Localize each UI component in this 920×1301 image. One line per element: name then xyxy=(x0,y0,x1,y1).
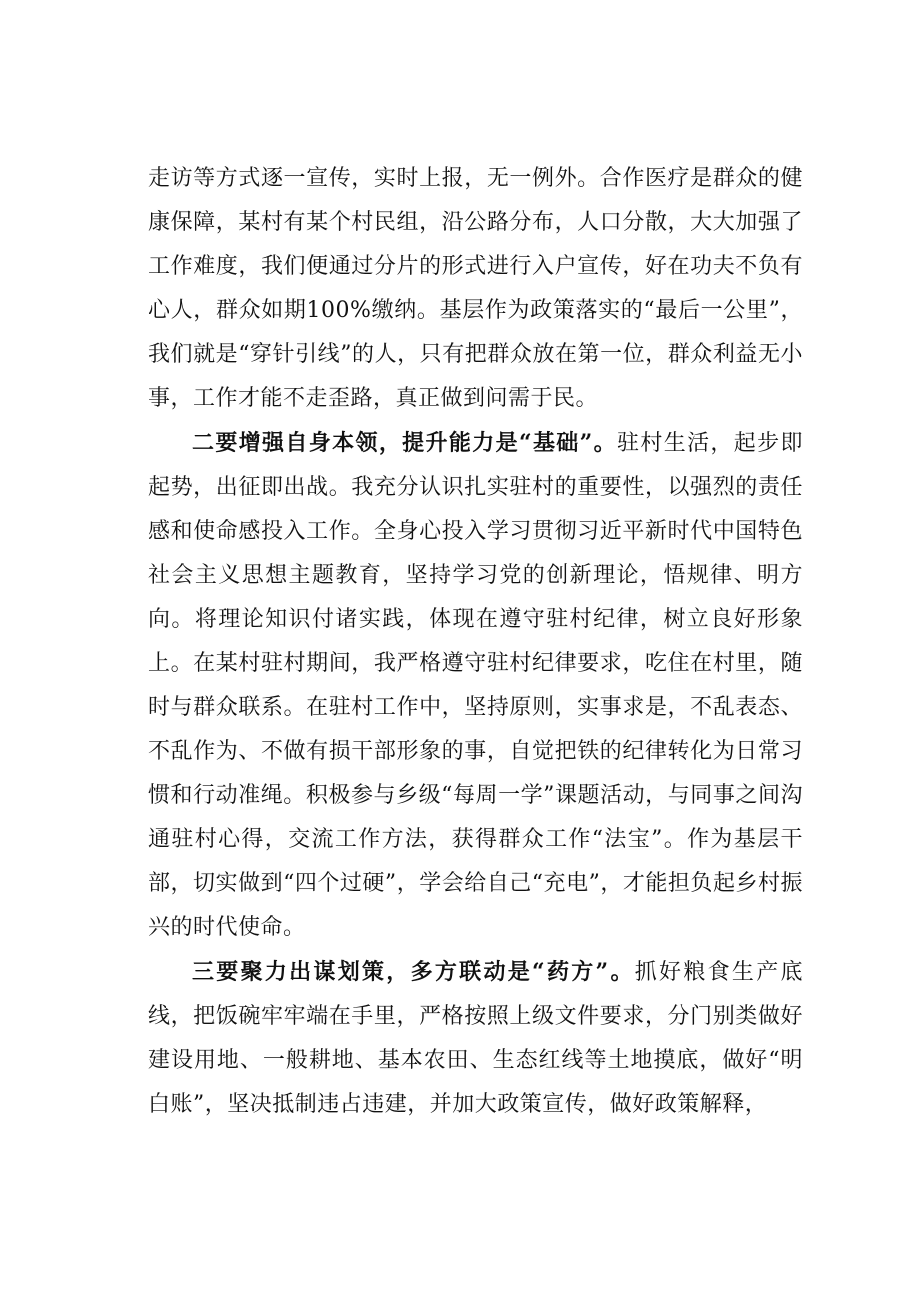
paragraph-3 xyxy=(148,950,803,1127)
document-body xyxy=(148,157,803,1127)
paragraph-1-text: 走访等方式逐一宣传，实时上报，无一例外。合作医疗是群众的健康保障，某村有某个村民组，沿公路分布，人口分散，大大加强了工作难度，我们便通过分片的形式进行入户宣传，好在功夫不负有心人，群众如期100%缴纳。基层作为政策落实的“最后一公里”，我们就是“穿针引线”的人，只有把群众放在第一位，群众利益无小事，工作才能不走歪路，真正做到问需于民。 xyxy=(148,166,803,411)
paragraph-2 xyxy=(148,421,803,950)
paragraph-3-heading: 三要聚力出谋划策，多方联动是“药方”。 xyxy=(192,959,635,985)
paragraph-2-heading: 二要增强自身本领，提升能力是“基础”。 xyxy=(192,430,618,456)
paragraph-1 xyxy=(148,157,803,421)
paragraph-3-text: 抓好粮食生产底线，把饭碗牢牢端在手里，严格按照上级文件要求，分门别类做好建设用地、一般耕地、基本农田、生态红线等土地摸底，做好“明白账”，坚决抵制违占违建，并加大政策宣传，做好政策解释， xyxy=(148,960,803,1117)
paragraph-2-text: 驻村生活，起步即起势，出征即出战。我充分认识扎实驻村的重要性，以强烈的责任感和使命感投入工作。全身心投入学习贯彻习近平新时代中国特色社会主义思想主题教育，坚持学习党的创新理论，悟规律、明方向。将理论知识付诸实践，体现在遵守驻村纪律，树立良好形象上。在某村驻村期间，我严格遵守驻村纪律要求，吃住在村里，随时与群众联系。在驻村工作中，坚持原则，实事求是，不乱表态、不乱作为、不做有损干部形象的事，自觉把铁的纪律转化为日常习惯和行动准绳。积极参与乡级“每周一学”课题活动，与同事之间沟通驻村心得，交流工作方法，获得群众工作“法宝”。作为基层干部，切实做到“四个过硬”，学会给自己“充电”，才能担负起乡村振兴的时代使命。 xyxy=(148,431,803,940)
